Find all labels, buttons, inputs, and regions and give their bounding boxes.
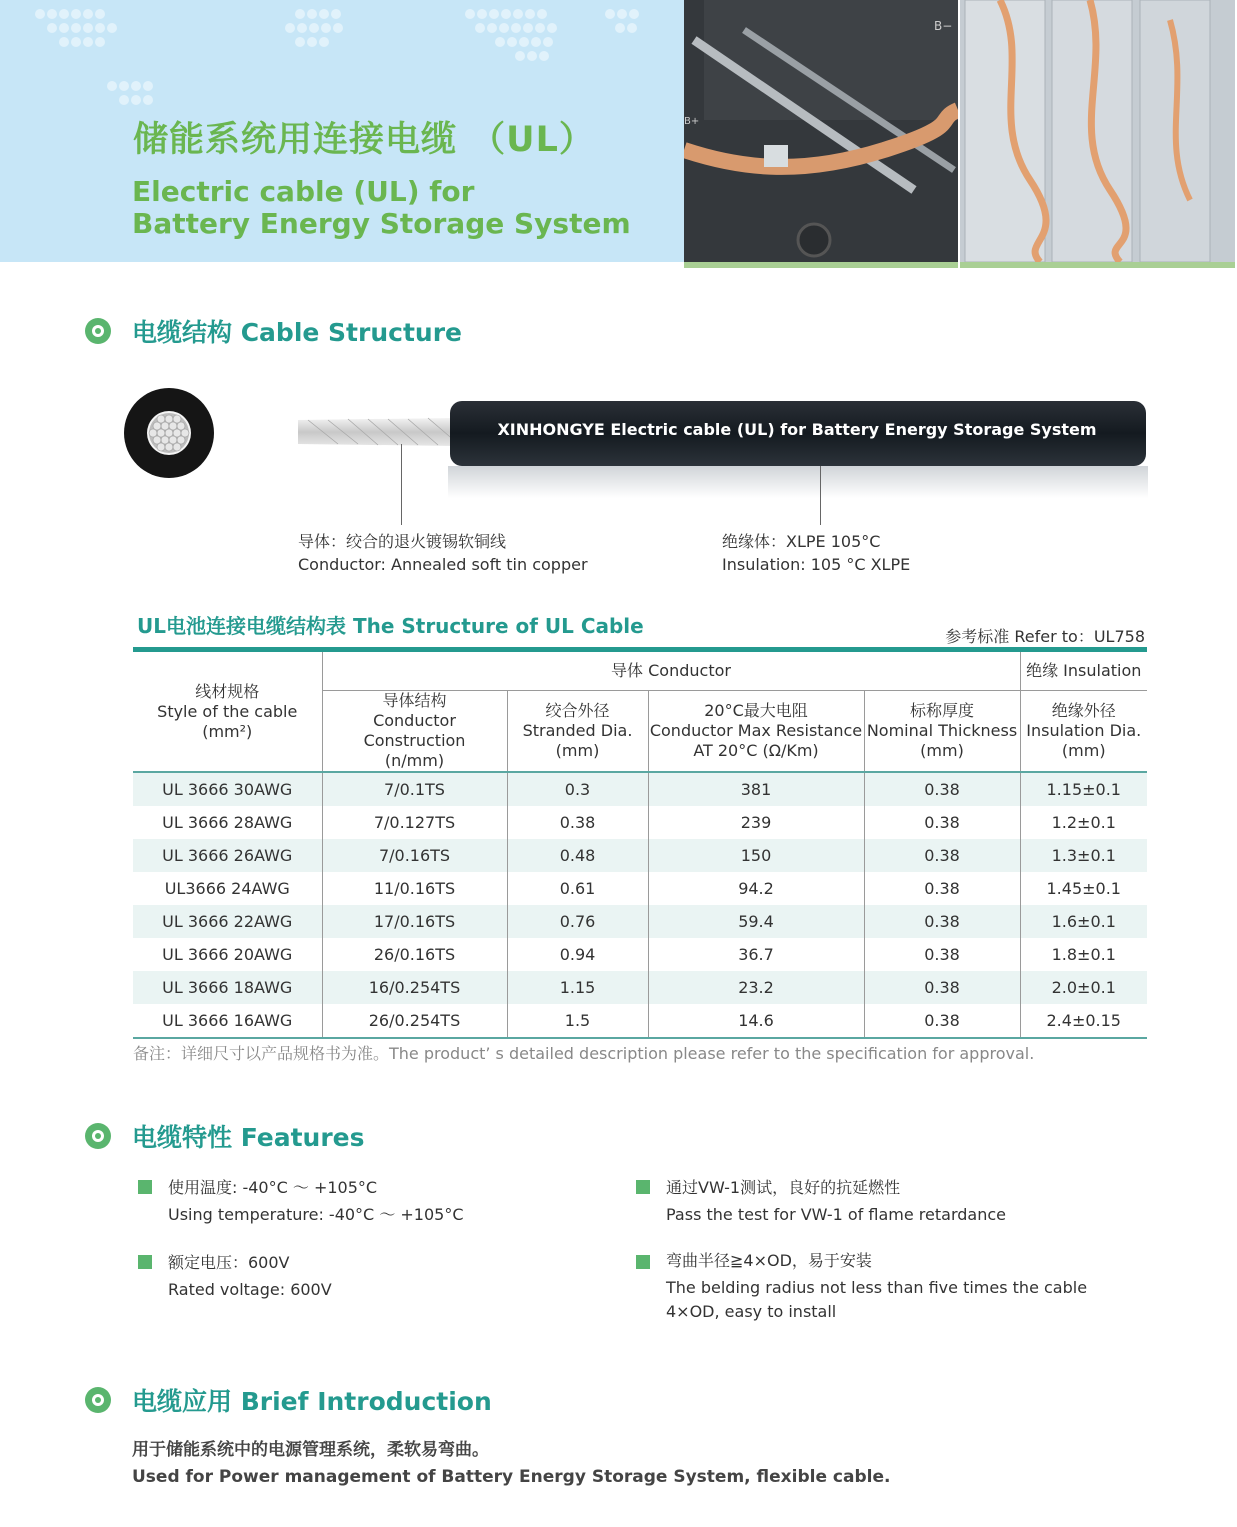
feature-item bbox=[666, 1249, 1087, 1324]
feature-en: Rated voltage: 600V bbox=[168, 1280, 332, 1299]
cell-style: UL 3666 28AWG bbox=[133, 806, 322, 839]
feature-en: Pass the test for VW-1 of flame retardance bbox=[666, 1205, 1006, 1224]
table-row bbox=[133, 971, 1147, 1004]
photo-green-bar bbox=[684, 262, 958, 268]
cell-resistance: 239 bbox=[648, 806, 864, 839]
cell-insulation-dia: 1.2±0.1 bbox=[1051, 813, 1116, 832]
header-res-unit: AT 20°C (Ω/Km) bbox=[693, 741, 819, 760]
cell-resistance: 381 bbox=[648, 772, 864, 806]
header-res-cn: 20°C最大电阻 bbox=[704, 701, 808, 720]
header-nominal-thickness bbox=[864, 691, 1020, 773]
cell-construction: 7/0.1TS bbox=[322, 772, 507, 806]
cell-insulation-dia: 1.8±0.1 bbox=[1051, 945, 1116, 964]
header-stranded-dia bbox=[507, 691, 648, 773]
bullet-circle-icon bbox=[85, 1123, 111, 1149]
conductor-caption-en: Conductor: Annealed soft tin copper bbox=[298, 555, 588, 574]
header-style-unit: (mm²) bbox=[202, 721, 253, 741]
header-thick-en: Nominal Thickness bbox=[866, 721, 1018, 740]
cell-construction: 26/0.16TS bbox=[322, 938, 507, 971]
table-row bbox=[133, 872, 1147, 905]
cell-stranded-dia: 0.48 bbox=[507, 839, 648, 872]
cell-construction: 16/0.254TS bbox=[322, 971, 507, 1004]
insulation-leader-line bbox=[820, 466, 821, 525]
section-title: 电缆结构 Cable Structure bbox=[132, 318, 462, 347]
insulation-caption-en: Insulation: 105 °C XLPE bbox=[722, 555, 911, 574]
cell-stranded-dia: 1.15 bbox=[507, 971, 648, 1004]
table-reference-standard: 参考标准 Refer to：UL758 bbox=[945, 627, 1145, 646]
square-bullet-icon bbox=[138, 1255, 152, 1269]
photo-label-b-plus: B+ bbox=[684, 116, 700, 127]
banner-title-en-line2: Battery Energy Storage System bbox=[132, 207, 631, 240]
battery-cable-illustration bbox=[684, 0, 958, 268]
cell-style: UL 3666 18AWG bbox=[133, 971, 322, 1004]
structure-table bbox=[133, 647, 1147, 1039]
feature-cn: 额定电压：600V bbox=[168, 1253, 290, 1272]
header-conductor-group: 导体 Conductor bbox=[322, 652, 1020, 691]
section-features bbox=[85, 1118, 365, 1154]
bullet-circle-icon bbox=[85, 318, 111, 344]
photo-green-bar-right bbox=[960, 262, 1235, 268]
header-dia-unit: (mm) bbox=[555, 741, 600, 760]
table-row bbox=[133, 1004, 1147, 1037]
cable-jacket-text: XINHONGYE Electric cable (UL) for Battery Energy Storage System bbox=[497, 420, 1097, 439]
feature-cn: 使用温度: -40°C ～ +105°C bbox=[168, 1178, 378, 1197]
cell-resistance: 150 bbox=[648, 839, 864, 872]
cell-resistance: 23.2 bbox=[648, 971, 864, 1004]
cell-resistance: 59.4 bbox=[648, 905, 864, 938]
header-style-cn: 线材规格 bbox=[195, 681, 260, 701]
header-banner bbox=[0, 0, 684, 262]
battery-rack-photo bbox=[960, 0, 1235, 268]
header-ins-dia-cn: 绝缘外径 bbox=[1051, 701, 1116, 720]
cell-insulation-dia: 1.3±0.1 bbox=[1020, 839, 1147, 872]
cell-resistance: 36.7 bbox=[648, 938, 864, 971]
cell-style: UL3666 24AWG bbox=[133, 872, 322, 905]
square-bullet-icon bbox=[636, 1255, 650, 1269]
cable-side-view bbox=[298, 398, 1150, 498]
feature-en: Using temperature: -40°C ～ +105°C bbox=[168, 1205, 464, 1224]
cell-stranded-dia: 0.3 bbox=[507, 772, 648, 806]
section-title: 电缆特性 Features bbox=[132, 1123, 365, 1152]
header-thick-unit: (mm) bbox=[920, 741, 964, 760]
header-insulation-group: 绝缘 Insulation bbox=[1020, 652, 1147, 691]
feature-cn: 弯曲半径≧4×OD，易于安装 bbox=[666, 1251, 872, 1270]
conductor-caption bbox=[298, 530, 588, 576]
section-title: 电缆应用 Brief Introduction bbox=[132, 1387, 492, 1416]
header-dia-cn: 绞合外径 bbox=[545, 701, 610, 720]
cell-thickness: 0.38 bbox=[864, 772, 1020, 806]
cell-resistance: 94.2 bbox=[648, 872, 864, 905]
cell-style: UL 3666 16AWG bbox=[133, 1004, 322, 1037]
cell-stranded-dia: 0.38 bbox=[507, 806, 648, 839]
feature-item bbox=[168, 1249, 332, 1303]
table-row bbox=[133, 806, 1147, 839]
conductor-leader-line bbox=[401, 444, 402, 525]
cell-resistance: 14.6 bbox=[648, 1004, 864, 1037]
table-row bbox=[133, 905, 1147, 938]
cell-style: UL 3666 30AWG bbox=[133, 772, 322, 806]
cell-stranded-dia: 0.61 bbox=[507, 872, 648, 905]
table-note: 备注：详细尺寸以产品规格书为准。The product’ s detailed description please refer to the specification for approval. bbox=[133, 1044, 1035, 1063]
header-ins-dia-en: Insulation Dia. bbox=[1026, 721, 1142, 740]
cell-style: UL 3666 26AWG bbox=[133, 839, 322, 872]
header-dia-en: Stranded Dia. bbox=[522, 721, 633, 740]
cell-stranded-dia: 0.76 bbox=[507, 905, 648, 938]
cell-construction: 17/0.16TS bbox=[322, 905, 507, 938]
table-title: UL电池连接电缆结构表 The Structure of UL Cable bbox=[137, 614, 644, 638]
cell-thickness: 0.38 bbox=[864, 872, 1020, 905]
cell-thickness: 0.38 bbox=[864, 938, 1020, 971]
feature-en: The belding radius not less than five times the cable bbox=[666, 1278, 1088, 1297]
header-thick-cn: 标称厚度 bbox=[909, 701, 974, 720]
cable-cross-section-icon bbox=[123, 387, 215, 479]
header-insulation-dia bbox=[1020, 691, 1147, 773]
cell-construction: 7/0.127TS bbox=[322, 806, 507, 839]
section-cable-structure bbox=[85, 313, 462, 349]
header-construction-unit: (n/mm) bbox=[384, 751, 445, 770]
table-row bbox=[133, 938, 1147, 971]
cell-thickness: 0.38 bbox=[864, 971, 1020, 1004]
header-max-resistance bbox=[648, 691, 864, 773]
header-ins-dia-unit: (mm) bbox=[1061, 741, 1106, 760]
cell-insulation-dia: 2.0±0.1 bbox=[1020, 971, 1147, 1004]
insulation-caption-cn: 绝缘体：XLPE 105°C bbox=[722, 532, 881, 551]
photo-label-b-minus: B− bbox=[934, 19, 953, 33]
feature-item bbox=[666, 1174, 1006, 1228]
cell-stranded-dia: 0.94 bbox=[507, 938, 648, 971]
banner-title-en bbox=[132, 176, 631, 240]
table-bottom-rule bbox=[133, 1037, 1147, 1039]
cell-stranded-dia: 1.5 bbox=[507, 1004, 648, 1037]
intro-en: Used for Power management of Battery Energy Storage System, flexible cable. bbox=[132, 1467, 891, 1487]
conductor-caption-cn: 导体：绞合的退火镀锡软铜线 bbox=[298, 532, 507, 551]
cell-thickness: 0.38 bbox=[864, 839, 1020, 872]
table-row bbox=[133, 772, 1147, 806]
header-construction-en: Conductor Construction bbox=[363, 711, 466, 750]
feature-en-line2: 4×OD, easy to install bbox=[666, 1302, 837, 1321]
header-construction-cn: 导体结构 bbox=[382, 691, 447, 710]
cell-thickness: 0.38 bbox=[864, 806, 1020, 839]
cell-thickness: 0.38 bbox=[864, 905, 1020, 938]
header-construction bbox=[322, 691, 507, 773]
cell-style: UL 3666 20AWG bbox=[133, 938, 322, 971]
cell-construction: 26/0.254TS bbox=[322, 1004, 507, 1037]
section-brief-introduction bbox=[85, 1382, 492, 1418]
cell-thickness: 0.38 bbox=[864, 1004, 1020, 1037]
battery-rack-illustration bbox=[960, 0, 1235, 268]
intro-cn: 用于储能系统中的电源管理系统，柔软易弯曲。 bbox=[132, 1440, 489, 1460]
header-style bbox=[133, 652, 322, 772]
cell-insulation-dia: 2.4±0.15 bbox=[1046, 1011, 1121, 1030]
feature-cn: 通过VW-1测试，良好的抗延燃性 bbox=[666, 1178, 901, 1197]
feature-item bbox=[168, 1174, 464, 1228]
cell-construction: 11/0.16TS bbox=[322, 872, 507, 905]
header-res-en: Conductor Max Resistance bbox=[649, 721, 863, 740]
cell-construction: 7/0.16TS bbox=[322, 839, 507, 872]
insulation-caption bbox=[722, 530, 910, 576]
bullet-circle-icon bbox=[85, 1387, 111, 1413]
battery-cable-photo bbox=[684, 0, 958, 268]
cell-insulation-dia: 1.15±0.1 bbox=[1020, 772, 1147, 806]
banner-title-cn: 储能系统用连接电缆 （UL） bbox=[133, 120, 595, 160]
cell-insulation-dia: 1.6±0.1 bbox=[1020, 905, 1147, 938]
cell-insulation-dia: 1.45±0.1 bbox=[1046, 879, 1121, 898]
banner-title-en-line1: Electric cable (UL) for bbox=[132, 175, 475, 208]
square-bullet-icon bbox=[636, 1180, 650, 1194]
square-bullet-icon bbox=[138, 1180, 152, 1194]
header-style-en: Style of the cable bbox=[157, 701, 298, 721]
intro-text bbox=[132, 1437, 890, 1491]
cell-style: UL 3666 22AWG bbox=[133, 905, 322, 938]
table-row bbox=[133, 839, 1147, 872]
